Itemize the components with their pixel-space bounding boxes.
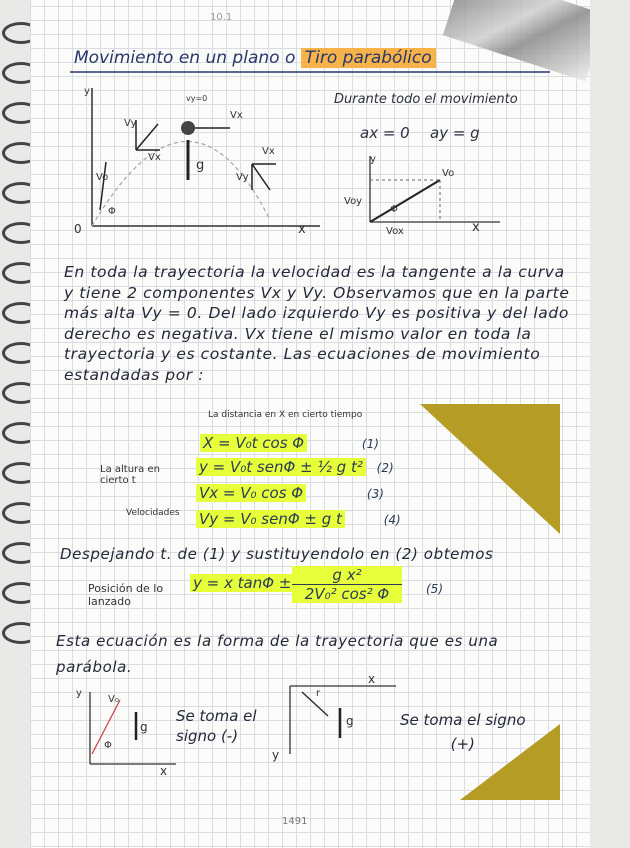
paragraph-line: En toda la trayectoria la velocidad es la tangente a la curva [64,263,565,281]
equation-4-expr: Vy = V₀ senΦ ± g t [196,510,345,528]
vx-label-right: Vx [262,146,275,157]
br-sign-text-1: Se toma el signo [400,711,526,729]
page-number: 10.1 [210,12,233,23]
equation-2 [196,458,394,476]
br-g-label: g [346,714,354,728]
vy-zero-label: vy=0 [186,94,208,103]
title-underline [70,70,550,74]
equation-5-fraction [292,566,402,603]
bl-sign-text [176,706,257,746]
notebook-page [30,0,590,848]
ay-equation: ay = g [430,124,480,142]
equation-5-number: (5) [426,582,443,596]
title-text: Movimiento en un plano o [74,48,296,68]
bl-y-label: y [76,688,82,699]
footer-mark: 1491 [282,816,308,827]
velocities-annotation: Velocidades [126,508,180,518]
bl-sign-text-1: Se toma el [176,707,257,725]
br-x-label: x [368,672,376,686]
vx-label-top: Vx [230,110,243,121]
conclusion-line: parábola. [56,658,133,676]
equation-3-number: (3) [366,487,384,501]
vy-label-right: Vy [236,172,249,183]
fig2-x-label: x [472,220,480,235]
equation-4 [196,510,401,528]
bl-sign-text-2: signo (-) [176,727,239,745]
phi-label: Φ [108,206,116,217]
vx-label-left: Vx [148,152,161,163]
page-title [74,48,436,68]
equation-5 [190,574,294,592]
origin-label: 0 [74,222,82,236]
equation-2-expr: y = V₀t senΦ ± ½ g t² [196,458,366,476]
fig2-y-label: y [370,154,376,165]
br-y-label: y [272,748,280,762]
equation-4-number: (4) [383,513,401,527]
equation-3-expr: Vx = V₀ cos Φ [196,484,306,502]
during-motion-heading: Durante todo el movimiento [334,92,518,107]
upward-axis-diagram [280,680,400,760]
equation-5-left: y = x tanΦ ± [190,574,294,592]
gold-corner-decoration-bottom [460,724,560,800]
distance-annotation: La distancia en X en cierto tiempo [208,410,363,420]
equation-1 [200,434,379,452]
axis-y-label: y [84,86,90,97]
fig2-vox-label: Vox [386,226,404,237]
equation-3 [196,484,384,502]
conclusion-line: Esta ecuación es la forma de la trayectoria que es una [56,632,499,650]
fig2-v0-label: Vo [442,168,455,179]
explanation-paragraph [64,262,570,385]
fig2-voy-label: Voy [344,196,363,207]
despejando-line: Despejando t. de (1) y sustituyendolo en (2) obtemos [60,545,494,563]
paragraph-line: derecho es negativa. Vx tiene el mismo valor en toda la [64,324,532,343]
paragraph-line: más alta Vy = 0. Del lado izquierdo Vy es positiva y del lado [64,304,569,322]
br-r-label: r [316,688,321,699]
gravity-label: g [196,158,205,173]
paragraph-line: y tiene 2 componentes Vx y Vy. Observamos que en la parte [64,283,570,302]
bl-g-label: g [140,720,148,734]
bl-phi-label: Φ [104,740,112,751]
downward-axis-diagram [80,684,180,774]
equation-1-number: (1) [361,437,379,451]
ax-equation: ax = 0 [360,124,410,142]
position-annotation: Posición de lo lanzado [88,582,164,608]
conclusion-text [56,628,498,680]
bl-v0-label: V₀ [108,694,119,705]
br-sign-text-2: (+) [450,735,475,753]
velocity-components-diagram [340,150,510,240]
equation-1-expr: X = V₀t cos Φ [200,434,307,452]
paragraph-line: estandadas por : [64,365,205,384]
axis-x-label: x [298,222,306,237]
equation-5-numerator: g x² [292,566,402,585]
equation-5-denominator: 2V₀² cos² Φ [292,585,402,603]
height-annotation: La altura en cierto t [100,464,160,486]
gold-corner-decoration [420,404,560,534]
vy-label-left: Vy [124,118,137,129]
title-highlight: Tiro parabólico [301,48,436,68]
fig2-phi-label: Φ [390,204,398,215]
bl-x-label: x [160,764,168,778]
v0-label: Vo [96,172,109,183]
equation-2-number: (2) [376,461,394,475]
paragraph-line: trayectoria y es costante. Las ecuaciones de movimiento [64,345,541,363]
